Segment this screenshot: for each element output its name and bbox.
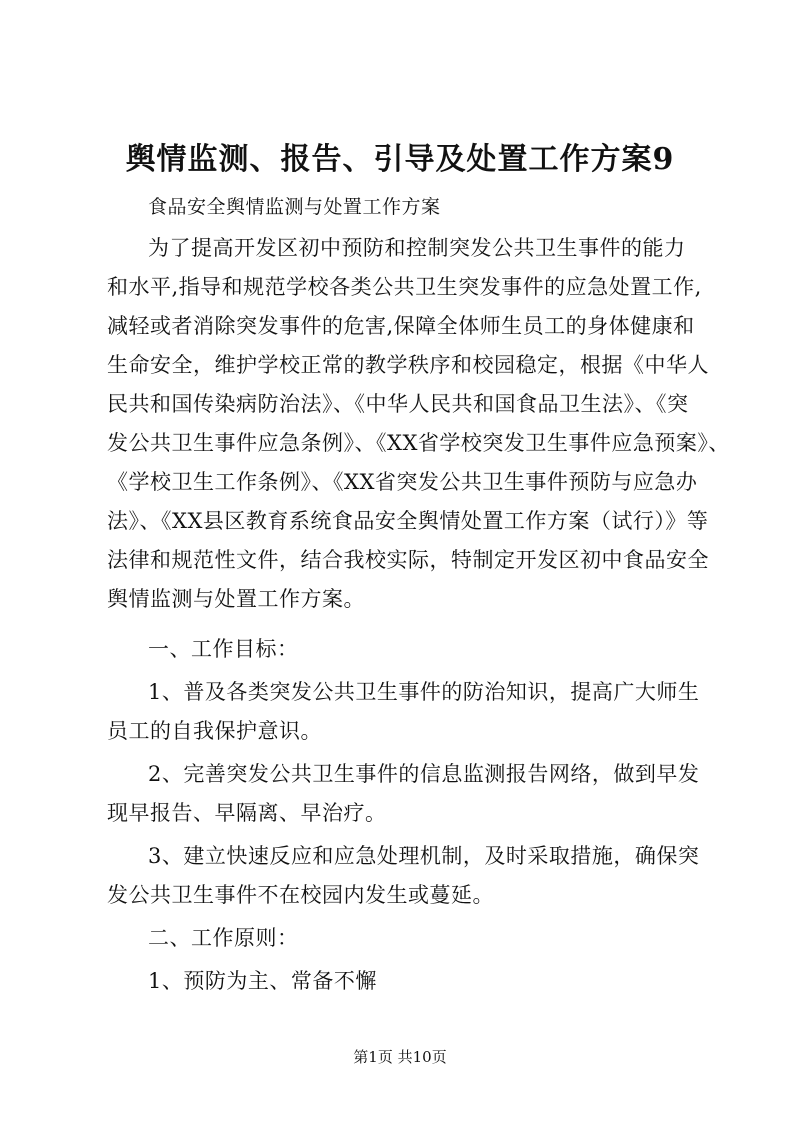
body-line: 和水平,指导和规范学校各类公共卫生突发事件的应急处置工作, xyxy=(107,275,702,299)
body-line: 发公共卫生事件不在校园内发生或蔓延。 xyxy=(107,883,494,907)
body-line: 《学校卫生工作条例》、《XX省突发公共卫生事件预防与应急办 xyxy=(107,470,698,494)
section-heading: 一、工作目标： xyxy=(148,637,299,661)
body-line: 1、普及各类突发公共卫生事件的防治知识，提高广大师生 xyxy=(148,680,700,704)
body-line: 减轻或者消除突发事件的危害,保障全体师生员工的身体健康和 xyxy=(107,314,695,338)
body-line: 法》、《XX县区教育系统食品安全舆情处置工作方案（试行）》等 xyxy=(107,509,709,533)
body-line: 现早报告、早隔离、早治疗。 xyxy=(107,801,387,825)
body-line: 发公共卫生事件应急条例》、《XX省学校突发卫生事件应急预案》、 xyxy=(107,431,730,455)
body-line: 员工的自我保护意识。 xyxy=(107,719,322,743)
document-subtitle: 食品安全舆情监测与处置工作方案 xyxy=(148,196,441,218)
page-footer: 第1页 共10页 xyxy=(353,1048,447,1066)
body-line: 2、完善突发公共卫生事件的信息监测报告网络，做到早发 xyxy=(148,762,700,786)
body-line: 为了提高开发区初中预防和控制突发公共卫生事件的能力 xyxy=(148,236,686,260)
body-line: 3、建立快速反应和应急处理机制，及时采取措施，确保突 xyxy=(148,844,700,868)
body-line: 舆情监测与处置工作方案。 xyxy=(107,587,365,611)
document-title: 舆情监测、报告、引导及处置工作方案9 xyxy=(125,142,675,177)
body-line: 生命安全，维护学校正常的教学秩序和校园稳定，根据《中华人 xyxy=(107,353,709,377)
body-line: 1、预防为主、常备不懈 xyxy=(148,969,377,993)
section-heading: 二、工作原则： xyxy=(148,926,299,950)
body-line: 民共和国传染病防治法》、《中华人民共和国食品卫生法》、《突 xyxy=(107,392,689,416)
body-line: 法律和规范性文件，结合我校实际，特制定开发区初中食品安全 xyxy=(107,548,709,572)
